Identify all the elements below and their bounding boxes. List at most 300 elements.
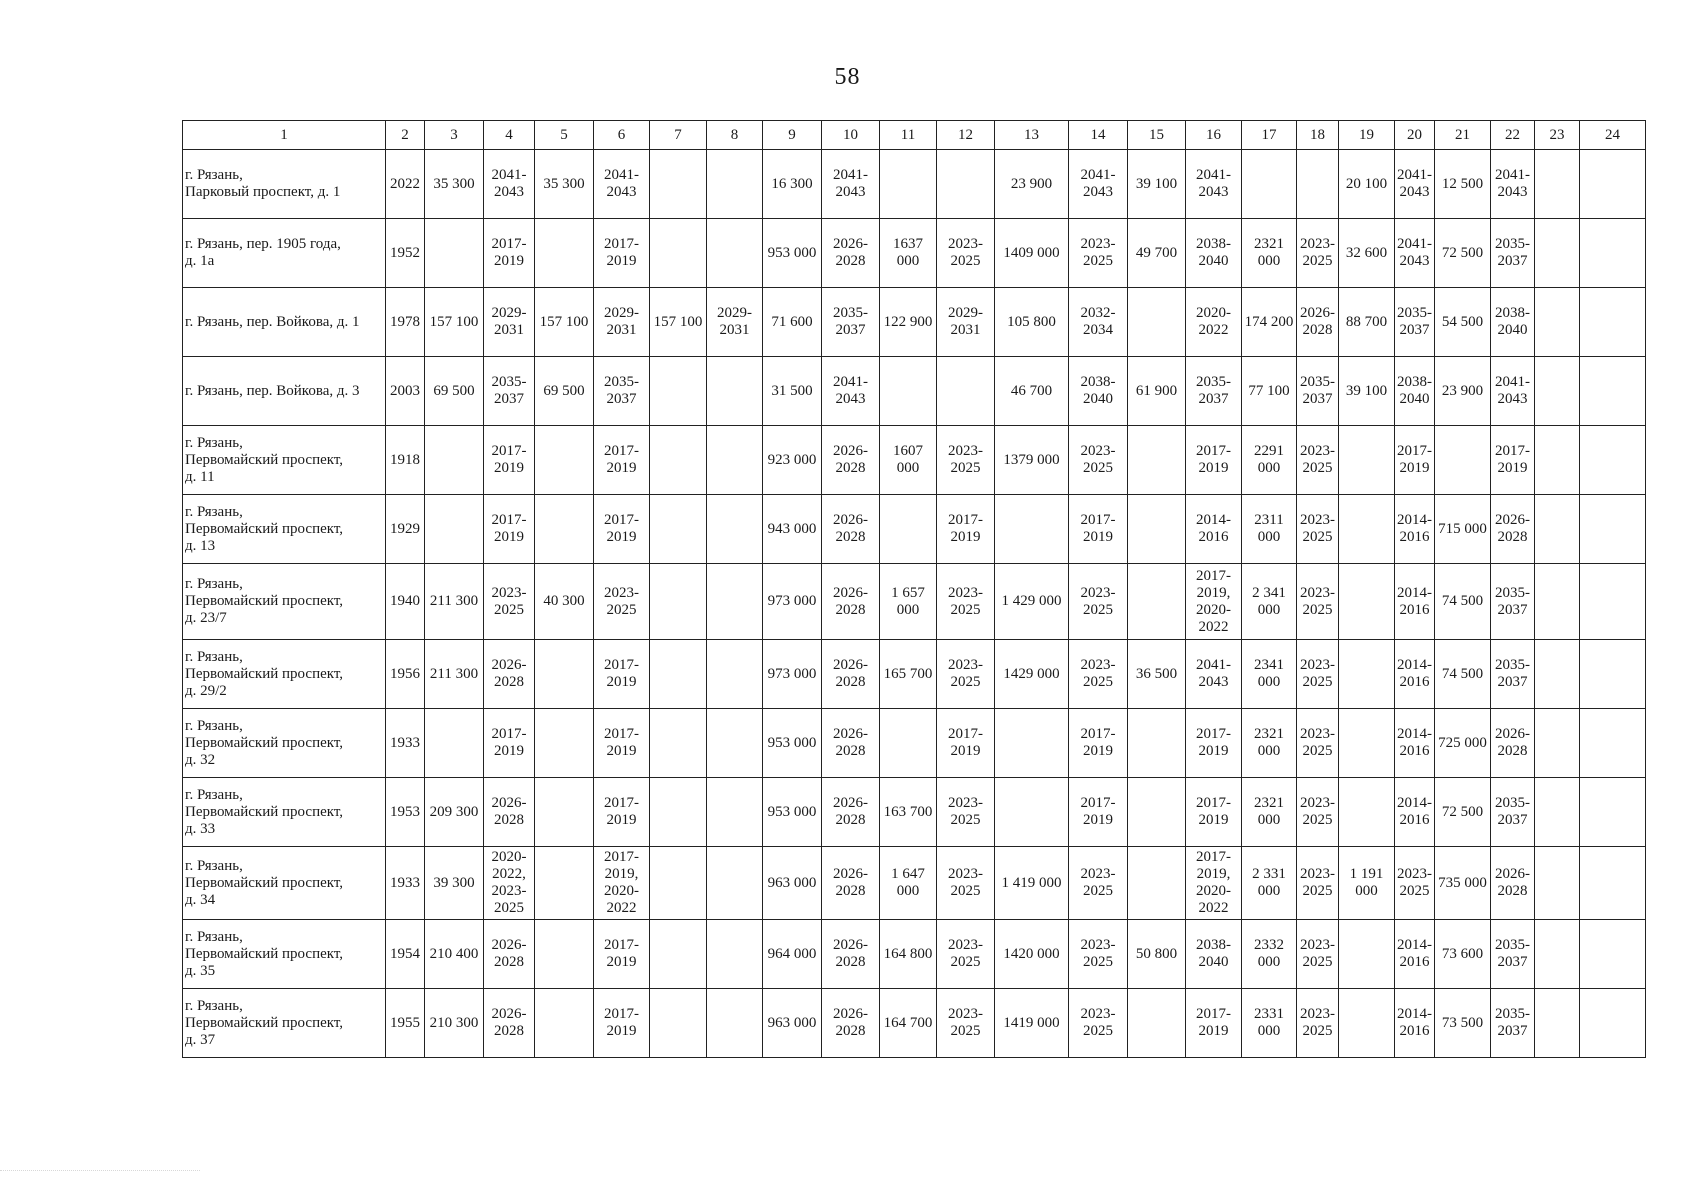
cell-text: 1419 000 [1003, 1014, 1060, 1031]
cell-text: 2026- 2028 [833, 236, 868, 269]
cell-text: 49 700 [1135, 244, 1178, 261]
column-header: 4 [484, 121, 535, 150]
data-table [182, 120, 1646, 1058]
table-cell [650, 847, 707, 920]
table-cell [1580, 288, 1646, 357]
table-cell [880, 920, 937, 989]
table-cell [1339, 709, 1395, 778]
cell-text: 2022 [390, 175, 420, 192]
table-cell [425, 150, 484, 219]
column-header: 15 [1128, 121, 1186, 150]
table-cell [1186, 357, 1242, 426]
cell-text: 61 900 [1135, 382, 1178, 399]
table-cell [1491, 989, 1535, 1058]
table-cell [1580, 709, 1646, 778]
column-header: 12 [937, 121, 995, 150]
table-cell [1128, 709, 1186, 778]
cell-text: 77 100 [1248, 382, 1290, 399]
cell-text: 2026- 2028 [833, 795, 868, 828]
cell-text: 2321 000 [1254, 236, 1284, 269]
column-header: 5 [535, 121, 594, 150]
table-cell [1491, 564, 1535, 640]
table-cell [1435, 357, 1491, 426]
table-cell [880, 989, 937, 1058]
cell-text: 2017- 2019, 2020- 2022 [1196, 849, 1231, 916]
table-cell [1242, 150, 1297, 219]
table-cell [650, 709, 707, 778]
cell-text: 2020- 2022 [1196, 305, 1231, 338]
table-cell [937, 640, 995, 709]
cell-text: 1978 [390, 313, 420, 330]
cell-text: 39 100 [1345, 382, 1388, 399]
cell-text: 1 657 000 [891, 584, 925, 618]
cell-text: 2026- 2028 [833, 937, 868, 970]
cell-text: 23 900 [1010, 175, 1053, 192]
table-cell [1491, 288, 1535, 357]
table-cell [822, 920, 880, 989]
cell-text: 2311 000 [1254, 512, 1284, 545]
table-cell [707, 778, 763, 847]
table-cell [1491, 150, 1535, 219]
table-cell [1069, 288, 1128, 357]
table-cell [1186, 920, 1242, 989]
cell-text: 2017- 2019 [1080, 795, 1116, 828]
cell-text: 963 000 [767, 1014, 817, 1031]
table-cell [1535, 847, 1580, 920]
table-row [183, 778, 1646, 847]
cell-text: 2017- 2019 [491, 236, 527, 269]
table-cell [1395, 426, 1435, 495]
table-row [183, 989, 1646, 1058]
table-cell [1435, 778, 1491, 847]
table-cell [1186, 219, 1242, 288]
table-cell [763, 357, 822, 426]
cell-text: г. Рязань, Первомайский проспект, д. 23/7 [185, 576, 344, 626]
cell-text: 69 500 [433, 382, 475, 399]
cell-text: 2041- 2043 [1080, 167, 1116, 200]
cell-text: 2041- 2043 [604, 167, 639, 200]
cell-text: 2023- 2025 [491, 584, 527, 618]
table-cell [650, 640, 707, 709]
table-cell [1435, 920, 1491, 989]
table-cell [763, 778, 822, 847]
table-cell [425, 847, 484, 920]
table-cell [763, 920, 822, 989]
cell-text: 2023- 2025 [1300, 443, 1335, 476]
table-cell [1242, 920, 1297, 989]
cell-text: 2020- 2022, 2023- 2025 [491, 849, 527, 916]
cell-text: 2023- 2025 [604, 584, 639, 618]
address-cell [183, 989, 386, 1058]
cell-text: 1409 000 [1003, 244, 1060, 261]
table-cell [822, 847, 880, 920]
cell-text: 2017- 2019 [604, 1006, 639, 1039]
cell-text: 2023- 2025 [1080, 236, 1116, 269]
address-cell [183, 219, 386, 288]
table-cell [880, 709, 937, 778]
table-cell [1186, 150, 1242, 219]
cell-text: 165 700 [883, 665, 933, 682]
table-cell [707, 495, 763, 564]
table-cell [1395, 357, 1435, 426]
table-row [183, 564, 1646, 640]
address-cell [183, 150, 386, 219]
table-cell [1128, 989, 1186, 1058]
table-cell [1491, 778, 1535, 847]
table-cell [1069, 150, 1128, 219]
table-cell [650, 426, 707, 495]
cell-text: 2026- 2028 [833, 866, 868, 899]
cell-text: 2023- 2025 [948, 1006, 983, 1039]
cell-text: 1933 [390, 734, 420, 751]
cell-text: 40 300 [543, 593, 585, 609]
table-cell [1069, 709, 1128, 778]
table-cell [1535, 495, 1580, 564]
table-cell [1435, 150, 1491, 219]
table-cell [880, 426, 937, 495]
cell-text: г. Рязань, Парковый проспект, д. 1 [185, 167, 341, 200]
table-cell [1186, 989, 1242, 1058]
cell-text: 157 100 [539, 313, 589, 330]
cell-text: 2026- 2028 [491, 657, 527, 690]
table-cell [1297, 357, 1339, 426]
table-cell [1128, 847, 1186, 920]
cell-text: 1953 [390, 803, 420, 820]
cell-text: 2014- 2016 [1397, 795, 1432, 828]
table-cell [1069, 495, 1128, 564]
table-cell [1069, 219, 1128, 288]
table-cell [707, 288, 763, 357]
table-cell [1128, 920, 1186, 989]
cell-text: 2026- 2028 [833, 443, 868, 476]
table-cell [484, 847, 535, 920]
cell-text: 2023- 2025 [1080, 866, 1116, 899]
table-cell [1395, 288, 1435, 357]
table-cell [1128, 219, 1186, 288]
cell-text: 2014- 2016 [1397, 584, 1432, 618]
cell-text: 2041- 2043 [1196, 657, 1231, 690]
cell-text: 1956 [390, 665, 420, 682]
column-header: 6 [594, 121, 650, 150]
cell-text: 164 800 [883, 945, 933, 962]
table-cell [880, 778, 937, 847]
table-cell [707, 989, 763, 1058]
table-cell [1580, 778, 1646, 847]
column-header: 24 [1580, 121, 1646, 150]
table-cell [386, 564, 425, 640]
cell-text: 1420 000 [1003, 945, 1060, 962]
table-cell [1491, 219, 1535, 288]
table-cell [763, 989, 822, 1058]
table-cell [1186, 640, 1242, 709]
table-cell [594, 709, 650, 778]
table-cell [535, 219, 594, 288]
table-cell [425, 920, 484, 989]
table-cell [1435, 847, 1491, 920]
cell-text: 2038- 2040 [1495, 305, 1530, 338]
cell-text: 1637 000 [893, 236, 923, 269]
table-cell [1491, 426, 1535, 495]
table-cell [1128, 426, 1186, 495]
column-header: 11 [880, 121, 937, 150]
cell-text: 2321 000 [1254, 726, 1284, 759]
cell-text: г. Рязань, Первомайский проспект, д. 11 [185, 434, 344, 485]
table-cell [535, 778, 594, 847]
cell-text: 2035- 2037 [1196, 374, 1231, 407]
table-cell [1395, 989, 1435, 1058]
column-header: 16 [1186, 121, 1242, 150]
table-cell [1395, 778, 1435, 847]
table-cell [707, 357, 763, 426]
table-cell [1297, 989, 1339, 1058]
cell-text: 2023- 2025 [1300, 236, 1335, 269]
table-cell [594, 640, 650, 709]
table-cell [995, 288, 1069, 357]
cell-text: 2026- 2028 [833, 512, 868, 545]
table-cell [650, 564, 707, 640]
cell-text: 2035- 2037 [1300, 374, 1335, 407]
cell-text: 2341 000 [1254, 657, 1284, 690]
table-cell [822, 989, 880, 1058]
table-cell [594, 778, 650, 847]
table-cell [535, 357, 594, 426]
cell-text: 2023- 2025 [1300, 584, 1335, 618]
table-cell [484, 288, 535, 357]
table-cell [1069, 778, 1128, 847]
table-cell [1242, 564, 1297, 640]
table-cell [1395, 847, 1435, 920]
table-cell [1491, 847, 1535, 920]
cell-text: 2035- 2037 [1397, 305, 1432, 338]
table-cell [822, 357, 880, 426]
table-cell [995, 426, 1069, 495]
table-cell [1339, 495, 1395, 564]
table-cell [1535, 989, 1580, 1058]
cell-text: 36 500 [1135, 665, 1178, 682]
table-cell [1535, 709, 1580, 778]
cell-text: 74 500 [1441, 593, 1484, 609]
table-cell [1580, 989, 1646, 1058]
cell-text: 953 000 [767, 244, 817, 261]
cell-text: 2026- 2028 [833, 584, 868, 618]
table-cell [995, 357, 1069, 426]
cell-text: 2017- 2019, 2020- 2022 [604, 849, 639, 916]
cell-text: 2023- 2025 [1300, 866, 1335, 899]
table-cell [1186, 847, 1242, 920]
table-cell [1491, 495, 1535, 564]
cell-text: 2 341 000 [1252, 584, 1286, 618]
table-cell [484, 357, 535, 426]
table-cell [1069, 640, 1128, 709]
table-cell [1395, 150, 1435, 219]
cell-text: 973 000 [767, 593, 817, 609]
cell-text: 2041- 2043 [1397, 236, 1432, 269]
table-cell [880, 357, 937, 426]
table-cell [1128, 357, 1186, 426]
cell-text: 735 000 [1438, 874, 1487, 891]
cell-text: 2035- 2037 [1495, 795, 1530, 828]
cell-text: 2035- 2037 [1495, 937, 1530, 970]
table-cell [1395, 564, 1435, 640]
column-header: 3 [425, 121, 484, 150]
cell-text: 2014- 2016 [1397, 726, 1432, 759]
cell-text: 2023- 2025 [948, 443, 983, 476]
table-cell [1069, 847, 1128, 920]
cell-text: 35 300 [433, 175, 475, 192]
table-row [183, 495, 1646, 564]
table-cell [1128, 495, 1186, 564]
table-cell [1128, 150, 1186, 219]
table-cell [650, 219, 707, 288]
table-cell [594, 564, 650, 640]
table-cell [937, 847, 995, 920]
address-cell [183, 778, 386, 847]
cell-text: г. Рязань, пер. Войкова, д. 1 [185, 313, 360, 330]
table-cell [1395, 709, 1435, 778]
table-cell [937, 426, 995, 495]
cell-text: 2017- 2019 [491, 512, 527, 545]
cell-text: 2035- 2037 [491, 374, 527, 407]
table-cell [1580, 357, 1646, 426]
cell-text: 2017- 2019 [1196, 443, 1231, 476]
address-cell [183, 564, 386, 640]
table-cell [1242, 495, 1297, 564]
table-cell [1339, 778, 1395, 847]
table-cell [650, 495, 707, 564]
cell-text: 54 500 [1441, 313, 1484, 330]
cell-text: 943 000 [767, 520, 817, 537]
table-cell [1435, 219, 1491, 288]
cell-text: 1918 [390, 451, 420, 468]
cell-text: г. Рязань, Первомайский проспект, д. 13 [185, 503, 344, 554]
table-cell [484, 564, 535, 640]
cell-text: 2026- 2028 [1495, 866, 1530, 899]
cell-text: 88 700 [1345, 313, 1388, 330]
cell-text: 74 500 [1441, 665, 1484, 682]
cell-text: 2041- 2043 [1495, 374, 1530, 407]
cell-text: 2041- 2043 [1397, 167, 1432, 200]
table-cell [937, 495, 995, 564]
table-row [183, 920, 1646, 989]
cell-text: 2023- 2025 [1300, 795, 1335, 828]
table-cell [1186, 426, 1242, 495]
table-cell [535, 920, 594, 989]
cell-text: 1954 [390, 945, 420, 962]
cell-text: 20 100 [1345, 175, 1388, 192]
table-cell [1069, 989, 1128, 1058]
cell-text: 2035- 2037 [1495, 657, 1530, 690]
table-cell [484, 495, 535, 564]
table-cell [1186, 495, 1242, 564]
table-cell [535, 709, 594, 778]
cell-text: 2023- 2025 [948, 937, 983, 970]
cell-text: 2035- 2037 [833, 305, 868, 338]
scan-artifact [0, 1170, 200, 1173]
cell-text: 2014- 2016 [1196, 512, 1231, 545]
table-cell [386, 709, 425, 778]
table-cell [425, 495, 484, 564]
table-cell [1242, 778, 1297, 847]
table-cell [880, 495, 937, 564]
table-cell [425, 564, 484, 640]
cell-text: 2032- 2034 [1080, 305, 1116, 338]
column-header: 17 [1242, 121, 1297, 150]
table-cell [1491, 920, 1535, 989]
cell-text: 2029- 2031 [604, 305, 639, 338]
table-cell [386, 357, 425, 426]
cell-text: 2026- 2028 [1495, 512, 1530, 545]
cell-text: 2023- 2025 [1080, 657, 1116, 690]
table-cell [425, 426, 484, 495]
cell-text: 2017- 2019 [491, 726, 527, 759]
table-cell [1580, 640, 1646, 709]
table-cell [1580, 426, 1646, 495]
cell-text: 2014- 2016 [1397, 1006, 1432, 1039]
table-cell [1242, 357, 1297, 426]
table-cell [594, 357, 650, 426]
table-row [183, 847, 1646, 920]
table-cell [763, 150, 822, 219]
table-cell [386, 150, 425, 219]
cell-text: 69 500 [543, 382, 585, 399]
cell-text: 16 300 [771, 175, 813, 192]
cell-text: 973 000 [767, 665, 817, 682]
table-cell [995, 778, 1069, 847]
header-row [183, 121, 1646, 150]
cell-text: 1 647 000 [891, 866, 925, 899]
cell-text: 32 600 [1345, 244, 1388, 261]
table-cell [763, 288, 822, 357]
table-cell [1535, 357, 1580, 426]
cell-text: 2017- 2019 [604, 726, 639, 759]
table-cell [1242, 989, 1297, 1058]
cell-text: 2035- 2037 [1495, 1006, 1530, 1039]
table-cell [995, 709, 1069, 778]
table-cell [1435, 989, 1491, 1058]
cell-text: 2023- 2025 [1080, 937, 1116, 970]
cell-text: 12 500 [1441, 175, 1484, 192]
table-cell [535, 564, 594, 640]
table-cell [484, 709, 535, 778]
table-cell [1297, 920, 1339, 989]
table-cell [995, 920, 1069, 989]
column-header: 20 [1395, 121, 1435, 150]
table-cell [594, 150, 650, 219]
table-cell [880, 150, 937, 219]
cell-text: 2038- 2040 [1080, 374, 1116, 407]
cell-text: 1955 [390, 1014, 420, 1031]
table-cell [535, 847, 594, 920]
table-cell [1339, 989, 1395, 1058]
address-cell [183, 357, 386, 426]
table-cell [386, 778, 425, 847]
cell-text: 2017- 2019 [1495, 443, 1530, 476]
cell-text: 211 300 [429, 665, 479, 682]
cell-text: 1933 [390, 874, 420, 891]
table-cell [425, 640, 484, 709]
column-header: 8 [707, 121, 763, 150]
cell-text: 2023- 2025 [1080, 443, 1116, 476]
table-cell [1186, 778, 1242, 847]
table-cell [1128, 564, 1186, 640]
table-cell [386, 495, 425, 564]
cell-text: 39 300 [433, 874, 475, 891]
column-header: 18 [1297, 121, 1339, 150]
table-cell [707, 564, 763, 640]
cell-text: 157 100 [429, 313, 479, 330]
cell-text: 2017- 2019 [1397, 443, 1432, 476]
address-cell [183, 426, 386, 495]
